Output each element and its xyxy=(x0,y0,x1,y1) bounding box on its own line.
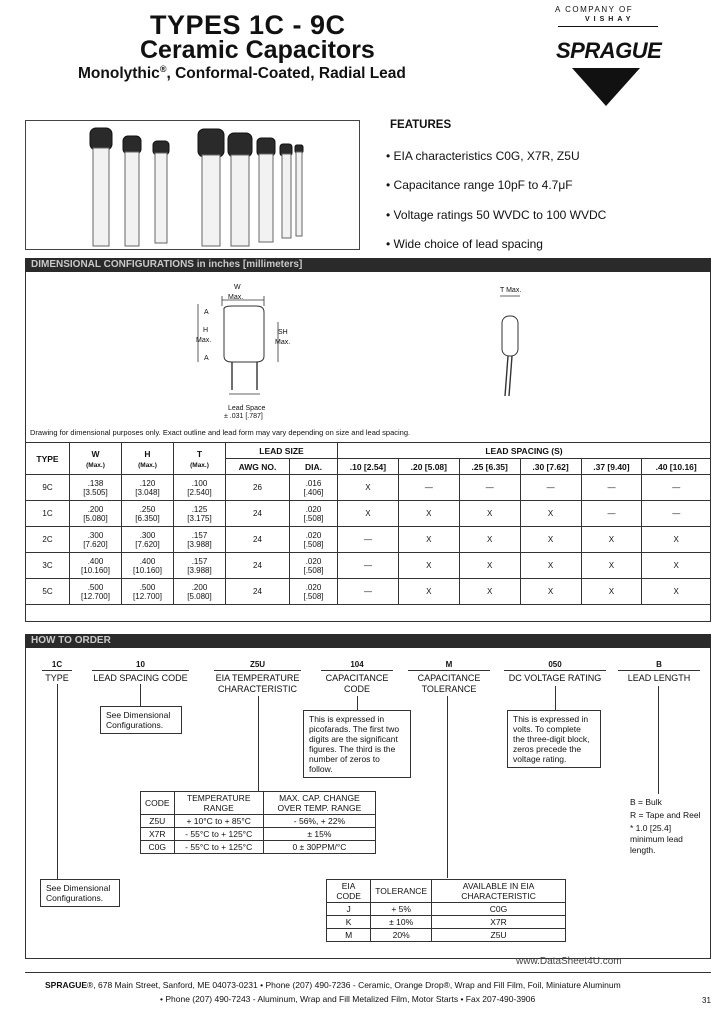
cell-spacing: — xyxy=(581,501,642,527)
features-title: FEATURES xyxy=(390,119,452,131)
cell-code: K xyxy=(327,916,371,929)
table-row xyxy=(327,903,566,916)
cell-change: ± 15% xyxy=(263,828,375,841)
capacitance-code-note: This is expressed in picofarads. The first two digits are the significant figures. The third is the number of zeros to follow. xyxy=(303,710,411,778)
footer-line-1: SPRAGUE®, 678 Main Street, Sanford, ME 04073-0231 • Phone (207) 490-7236 - Ceramic, Orange Drop®, Wrap and Fill Film, Foil, Miniature Aluminum xyxy=(45,980,621,990)
cell-spacing: X xyxy=(459,553,520,579)
order-band xyxy=(25,634,711,648)
col-spacing: .40 [10.16] xyxy=(642,459,711,475)
dim-sh-label: SH xyxy=(278,329,288,336)
logo-brand: SPRAGUE xyxy=(556,38,662,63)
table-row xyxy=(327,929,566,942)
col-lead-size: LEAD SIZE xyxy=(226,443,338,459)
order-code: M xyxy=(445,660,453,669)
cell-spacing: — xyxy=(398,475,459,501)
cell-change: 0 ± 30PPM/°C xyxy=(263,841,375,854)
dimensional-band xyxy=(25,258,711,272)
dim-a-bottom-label: A xyxy=(204,355,209,362)
cell-code: C0G xyxy=(141,841,175,854)
cell-spacing: X xyxy=(338,501,399,527)
cell-tol: 20% xyxy=(371,929,432,942)
col-w: W (Max.) xyxy=(70,443,122,475)
order-code-underline xyxy=(92,670,189,671)
side-view-drawing xyxy=(490,292,540,402)
cell-spacing: X xyxy=(581,553,642,579)
dimensional-table xyxy=(25,442,711,605)
cell-spacing: X xyxy=(398,553,459,579)
dim-a-top-label: A xyxy=(204,309,209,316)
dim-lead-space-label: Lead Space xyxy=(228,405,266,412)
cell-h: .500 [12.700] xyxy=(122,579,174,605)
cell-type: 3C xyxy=(26,553,70,579)
order-code: B xyxy=(656,660,662,669)
cell-code: Z5U xyxy=(141,815,175,828)
cell-char: X7R xyxy=(432,916,566,929)
cell-spacing: X xyxy=(581,527,642,553)
feature-item: • EIA characteristics C0G, X7R, Z5U xyxy=(386,149,580,163)
cell-dia: .020 [.508] xyxy=(290,501,338,527)
order-field-label: EIA TEMPERATURE CHARACTERISTIC xyxy=(215,673,300,694)
cell-spacing: X xyxy=(581,579,642,605)
table-row xyxy=(26,475,711,501)
cell-w: .300 [7.620] xyxy=(70,527,122,553)
see-dimensional-note-2: See Dimensional Configurations. xyxy=(40,879,120,907)
dim-w-label: W xyxy=(234,284,241,291)
temp-col-code: CODE xyxy=(141,792,175,815)
lead-option-bulk: B = Bulk xyxy=(630,797,662,807)
order-field-label: LEAD SPACING CODE xyxy=(93,673,188,683)
cell-h: .250 [6.350] xyxy=(122,501,174,527)
order-code-underline xyxy=(42,670,72,671)
voltage-rating-note: This is expressed in volts. To complete the three-digit block, zeros precede the voltage rating. xyxy=(507,710,601,768)
order-band-title: HOW TO ORDER xyxy=(31,635,111,646)
dim-h-max-label: Max. xyxy=(196,337,212,344)
connector-line xyxy=(447,696,448,878)
cell-tol: + 5% xyxy=(371,903,432,916)
table-row xyxy=(26,553,711,579)
front-view-drawing xyxy=(180,282,310,412)
product-photo xyxy=(25,120,360,250)
cell-range: + 10°C to + 85°C xyxy=(174,815,263,828)
cell-spacing: — xyxy=(338,579,399,605)
cell-spacing: X xyxy=(642,579,711,605)
cell-h: .400 [10.160] xyxy=(122,553,174,579)
col-type: TYPE xyxy=(26,443,70,475)
cell-t: .125 [3.175] xyxy=(174,501,226,527)
col-spacing: .10 [2.54] xyxy=(338,459,399,475)
cell-awg: 24 xyxy=(226,527,290,553)
cell-spacing: — xyxy=(520,475,581,501)
cell-code: X7R xyxy=(141,828,175,841)
cell-dia: .016 [.406] xyxy=(290,475,338,501)
logo-divider xyxy=(558,26,658,27)
order-code-underline xyxy=(504,670,606,671)
order-code-underline xyxy=(321,670,393,671)
table-row xyxy=(327,916,566,929)
cell-type: 9C xyxy=(26,475,70,501)
temperature-table xyxy=(140,791,376,854)
table-row xyxy=(26,579,711,605)
dimensional-band-title: DIMENSIONAL CONFIGURATIONS in inches [millimeters] xyxy=(31,259,303,270)
cell-spacing: X xyxy=(520,527,581,553)
cell-code: J xyxy=(327,903,371,916)
cell-type: 1C xyxy=(26,501,70,527)
col-t: T (Max.) xyxy=(174,443,226,475)
cell-t: .200 [5.080] xyxy=(174,579,226,605)
dim-w-max-label: Max. xyxy=(228,294,244,301)
cell-spacing: X xyxy=(398,579,459,605)
cell-spacing: — xyxy=(642,501,711,527)
cell-range: - 55°C to + 125°C xyxy=(174,841,263,854)
cell-dia: .020 [.508] xyxy=(290,553,338,579)
tol-col-char: AVAILABLE IN EIA CHARACTERISTIC xyxy=(432,880,566,903)
cell-w: .200 [5.080] xyxy=(70,501,122,527)
col-lead-spacing: LEAD SPACING (S) xyxy=(338,443,711,459)
connector-line xyxy=(555,686,556,710)
lead-length-note: * 1.0 [25.4] minimum lead length. xyxy=(630,823,683,855)
cell-type: 5C xyxy=(26,579,70,605)
cell-char: Z5U xyxy=(432,929,566,942)
page-number: 31 xyxy=(702,996,711,1005)
cell-spacing: — xyxy=(581,475,642,501)
cell-spacing: X xyxy=(459,501,520,527)
dim-lead-space-tol: ± .031 [.787] xyxy=(224,413,263,420)
drawing-note: Drawing for dimensional purposes only. Exact outline and lead form may vary depending on size and lead spacing. xyxy=(30,428,411,437)
capacitor-photo-image xyxy=(26,121,359,249)
cell-spacing: X xyxy=(520,553,581,579)
footer-line-2: • Phone (207) 490-7243 - Aluminum, Wrap and Fill Metalized Film, Motor Starts • Fax 207-490-3906 xyxy=(160,994,536,1004)
cell-h: .120 [3.048] xyxy=(122,475,174,501)
tol-col-code: EIA CODE xyxy=(327,880,371,903)
col-h: H (Max.) xyxy=(122,443,174,475)
cell-w: .138 [3.505] xyxy=(70,475,122,501)
order-field-label: TYPE xyxy=(45,673,69,683)
logo-company-of: A COMPANY OF xyxy=(555,5,634,14)
connector-line xyxy=(57,684,58,880)
logo-vishay: VISHAY xyxy=(585,16,635,23)
cell-t: .100 [2.540] xyxy=(174,475,226,501)
cell-spacing: X xyxy=(398,501,459,527)
cell-spacing: — xyxy=(642,475,711,501)
order-field-label: CAPACITANCE CODE xyxy=(325,673,389,694)
cell-awg: 26 xyxy=(226,475,290,501)
lead-option-reel: R = Tape and Reel xyxy=(630,810,701,820)
cell-spacing: X xyxy=(459,579,520,605)
col-spacing: .37 [9.40] xyxy=(581,459,642,475)
table-row xyxy=(141,815,376,828)
see-dimensional-note: See Dimensional Configurations. xyxy=(100,706,182,734)
table-row xyxy=(141,828,376,841)
watermark: www.DataSheet4U.com xyxy=(516,956,622,967)
cell-w: .400 [10.160] xyxy=(70,553,122,579)
cell-t: .157 [3.988] xyxy=(174,527,226,553)
page-subtitle-2: Monolythic®, Conformal-Coated, Radial Lead xyxy=(78,64,406,83)
tolerance-table xyxy=(326,879,566,942)
order-code: 050 xyxy=(548,660,562,669)
cell-change: - 56%, + 22% xyxy=(263,815,375,828)
table-row xyxy=(26,527,711,553)
cell-range: - 55°C to + 125°C xyxy=(174,828,263,841)
cell-spacing: X xyxy=(338,475,399,501)
order-code: 104 xyxy=(350,660,364,669)
cell-spacing: — xyxy=(338,527,399,553)
feature-item: • Capacitance range 10pF to 4.7μF xyxy=(386,178,573,192)
col-awg: AWG NO. xyxy=(226,459,290,475)
cell-spacing: X xyxy=(398,527,459,553)
order-field-label: LEAD LENGTH xyxy=(627,673,691,683)
table-row xyxy=(141,841,376,854)
order-code: 1C xyxy=(51,660,63,669)
order-code: Z5U xyxy=(249,660,266,669)
cell-awg: 24 xyxy=(226,553,290,579)
tol-col-tolerance: TOLERANCE xyxy=(371,880,432,903)
col-spacing: .25 [6.35] xyxy=(459,459,520,475)
connector-line xyxy=(658,686,659,794)
order-field-label: DC VOLTAGE RATING xyxy=(508,673,602,683)
dim-sh-max-label: Max. xyxy=(275,339,291,346)
cell-type: 2C xyxy=(26,527,70,553)
feature-item: • Wide choice of lead spacing xyxy=(386,237,543,251)
temp-col-range: TEMPERATURE RANGE xyxy=(174,792,263,815)
order-code-underline xyxy=(214,670,301,671)
col-spacing: .30 [7.62] xyxy=(520,459,581,475)
connector-line xyxy=(357,696,358,710)
cell-spacing: X xyxy=(642,527,711,553)
dim-t-max-label: T Max. xyxy=(500,287,522,294)
temp-col-change: MAX. CAP. CHANGE OVER TEMP. RANGE xyxy=(263,792,375,815)
feature-item: • Voltage ratings 50 WVDC to 100 WVDC xyxy=(386,208,607,222)
cell-spacing: X xyxy=(642,553,711,579)
cell-t: .157 [3.988] xyxy=(174,553,226,579)
col-spacing: .20 [5.08] xyxy=(398,459,459,475)
cell-dia: .020 [.508] xyxy=(290,579,338,605)
order-code-underline xyxy=(618,670,700,671)
cell-awg: 24 xyxy=(226,579,290,605)
cell-w: .500 [12.700] xyxy=(70,579,122,605)
col-dia: DIA. xyxy=(290,459,338,475)
cell-h: .300 [7.620] xyxy=(122,527,174,553)
page-title: TYPES 1C - 9C xyxy=(150,10,346,40)
connector-line xyxy=(140,684,141,706)
order-code-underline xyxy=(408,670,490,671)
page-subtitle: Ceramic Capacitors xyxy=(140,36,375,64)
order-code: 10 xyxy=(136,660,145,669)
dim-h-label: H xyxy=(203,327,209,334)
cell-code: M xyxy=(327,929,371,942)
cell-spacing: X xyxy=(520,501,581,527)
cell-awg: 24 xyxy=(226,501,290,527)
cell-spacing: — xyxy=(338,553,399,579)
cell-tol: ± 10% xyxy=(371,916,432,929)
lead-length-options xyxy=(630,797,702,856)
cell-dia: .020 [.508] xyxy=(290,527,338,553)
order-field-label: CAPACITANCE TOLERANCE xyxy=(417,673,481,694)
cell-char: C0G xyxy=(432,903,566,916)
footer-divider xyxy=(25,972,711,973)
cell-spacing: X xyxy=(520,579,581,605)
cell-spacing: X xyxy=(459,527,520,553)
connector-line xyxy=(258,696,259,791)
cell-spacing: — xyxy=(459,475,520,501)
table-row xyxy=(26,501,711,527)
